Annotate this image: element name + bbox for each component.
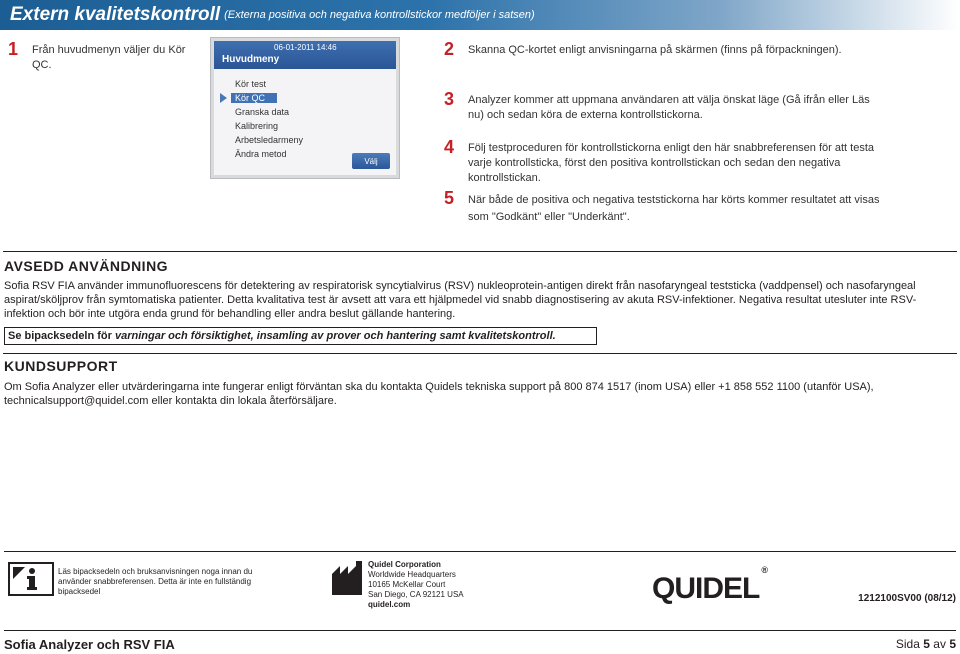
menu-item-kor-test[interactable]: Kör test — [235, 79, 267, 89]
step-1 — [8, 40, 208, 73]
page-title: Extern kvalitetskontroll — [10, 4, 221, 25]
menu-item-andra-metod[interactable]: Ändra metod — [235, 149, 287, 159]
step-number: 3 — [444, 89, 455, 109]
corp-line: 10165 McKellar Court — [368, 580, 446, 589]
manufacturer-icon — [331, 560, 363, 596]
page-subtitle: (Externa positiva och negativa kontrollstickor medföljer i satsen) — [224, 9, 535, 21]
step-text: Skanna QC-kortet enligt anvisningarna på skärmen (finns på förpackningen). — [468, 44, 842, 56]
package-insert-note: Se bipacksedeln för varningar och försiktighet, insamling av prover och hantering samt kvalitetskontroll. — [4, 327, 597, 345]
screen-datetime: 06-01-2011 14:46 — [274, 43, 337, 52]
manufacturer-address — [368, 560, 464, 610]
step-2 — [444, 40, 944, 58]
intended-use-text: Sofia RSV FIA använder immunofluorescens för detektering av respiratorisk syncytialvirus (RSV) nukleoprotein-antigen direkt från nasofaryngeal teststicka (vaddpensel) och nasofaryngeal aspirat/sköljprov från symtomatiska patienter. Detta kvalitativa test är avsett att vara ett hjälpmedel vid snabb diagnostisering av akuta RSV-infektioner. Negativa resultat utesluter inte RSV-infektion och bör inte utgöra enda grund för behandling eller andra beslut gällande hantering. — [4, 280, 917, 320]
step-3 — [444, 90, 884, 123]
menu-item-kor-qc[interactable]: Kör QC — [220, 91, 303, 105]
step-number: 2 — [444, 39, 455, 59]
menu-item-arbetsledarmeny[interactable]: Arbetsledarmeny — [235, 135, 304, 145]
support-heading: KUNDSUPPORT — [4, 358, 118, 374]
corp-line: Worldwide Headquarters — [368, 570, 456, 579]
footer-divider — [4, 551, 956, 552]
menu-item-kalibrering[interactable]: Kalibrering — [235, 121, 279, 131]
screen-header — [214, 41, 396, 69]
section-divider — [3, 353, 957, 354]
menu-item-granska-data[interactable]: Granska data — [235, 107, 290, 117]
step-text: Analyzer kommer att uppmana användaren att välja önskat läge (Gå ifrån eller Läs nu) och sedan köra de externa kontrollstickorna. — [468, 94, 870, 121]
arrow-right-icon — [220, 93, 227, 103]
section-divider — [3, 251, 957, 252]
screen-display — [214, 41, 396, 175]
quidel-logo: QUIDEL® — [652, 565, 767, 605]
corp-name: Quidel Corporation — [368, 560, 441, 569]
main-menu — [220, 77, 303, 161]
intended-use-heading: AVSEDD ANVÄNDNING — [4, 258, 169, 274]
support-text: Om Sofia Analyzer eller utvärderingarna inte fungerar enligt förväntan ska du kontakta Quidels tekniska support på 800 874 1517 (inom USA) eller +1 858 552 1100 (utanför USA), technicalsupport@quidel.com eller kontakta din lokala återförsäljare. — [4, 381, 874, 407]
select-button[interactable]: Välj — [352, 153, 390, 169]
product-name: Sofia Analyzer och RSV FIA — [4, 637, 175, 652]
info-icon — [8, 562, 54, 596]
step-number: 4 — [444, 137, 455, 157]
step-text: Följ testproceduren för kontrollstickorna enligt den här snabbreferensen för att testa varje kontrollsticka, först den positiva kontrollstickan och sedan den negativa kontrollstickan. — [468, 142, 875, 184]
corp-line: San Diego, CA 92121 USA — [368, 590, 464, 599]
document-number: 1212100SV00 (08/12) — [858, 593, 956, 604]
step-4 — [444, 138, 884, 186]
device-screen — [210, 37, 400, 179]
registered-mark: ® — [761, 565, 767, 575]
step-number: 5 — [444, 188, 455, 208]
step-number: 1 — [8, 39, 19, 59]
step-text: När både de positiva och negativa teststickorna har körts kommer resultatet att visas som "Godkänt" eller "Underkänt". — [468, 194, 880, 223]
screen-title: Huvudmeny — [222, 54, 280, 65]
page-indicator: Sida 5 av 5 — [895, 637, 956, 651]
header-banner — [0, 0, 960, 30]
info-note: Läs bipacksedeln och bruksanvisningen noga innan du använder snabbreferensen. Detta är inte en fullständig bipacksedel — [58, 567, 253, 596]
step-5 — [444, 189, 884, 226]
step-text: Från huvudmenyn väljer du Kör QC. — [32, 44, 186, 71]
corp-website: quidel.com — [368, 600, 411, 609]
footer-divider — [4, 630, 956, 631]
